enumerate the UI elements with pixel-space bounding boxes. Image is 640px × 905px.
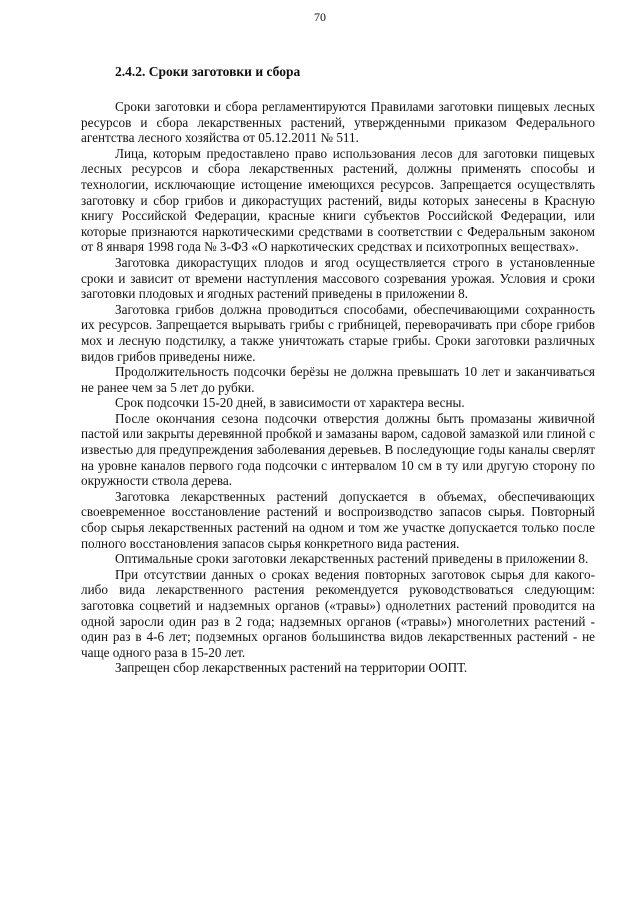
paragraph-repeat-harvest: При отсутствии данных о сроках ведения повторных заготовок сырья для какого-либо вида лекарственного растения рекомендуется руководствоваться следующим: заготовка соцветий и надземных органов («травы») однолетних растений проводится на одной заросли один раз в 2 года; надземных органов («травы») многолетних растений - один раз в 4-6 лет; подземных органов большинства видов лекарственных растений - не чаще одного раза в 15-20 лет. <box>81 566 595 660</box>
section-heading: 2.4.2. Сроки заготовки и сбора <box>115 64 301 79</box>
paragraph-tapping-period: Срок подсочки 15-20 дней, в зависимости от характера весны. <box>115 395 465 411</box>
paragraph-regulations: Сроки заготовки и сбора регламентируются Правилами заготовки пищевых лесных ресурсов и сбора лекарственных растений, утвержденными приказом Федерального агентства лесного хозяйства от 05.12.2011 № 511. <box>81 99 595 146</box>
page-number: 70 <box>314 10 326 24</box>
paragraph-protected-areas: Запрещен сбор лекарственных растений на территории ООПТ. <box>115 660 468 676</box>
paragraph-after-tapping: После окончания сезона подсочки отверстия должны быть промазаны живичной пастой или закрыты деревянной пробкой и замазаны варом, садовой замазкой или глиной с известью для предупреждения заболевания деревьев. В последующие годы каналы сверлят на уровне каналов первого года подсочки с интервалом 10 см в ту или другую сторону по окружности ствола дерева. <box>81 410 595 489</box>
paragraph-birch-tapping-duration: Продолжительность подсочки берёзы не должна превышать 10 лет и заканчиваться не ранее чем за 5 лет до рубки. <box>81 364 595 395</box>
paragraph-harvesting-methods: Лица, которым предоставлено право использования лесов для заготовки пищевых лесных ресурсов и сбора лекарственных растений, должны применять способы и технологии, исключающие истощение имеющихся ресурсов. Запрещается осуществлять заготовку и сбор грибов и дикорастущих растений, виды которых занесены в Красную книгу Российской Федерации, красные книги субъектов Российской Федерации, или которые признаются наркотическими средствами в соответствии с Федеральным законом от 8 января 1998 года № 3-ФЗ «О наркотических средствах и психотропных веществах». <box>81 145 595 255</box>
paragraph-optimal-terms: Оптимальные сроки заготовки лекарственных растений приведены в приложении 8. <box>115 551 589 567</box>
paragraph-mushrooms: Заготовка грибов должна проводиться способами, обеспечивающими сохранность их ресурсов. Запрещается вырывать грибы с грибницей, переворачивать при сборе грибов мох и лесную подстилку, а также уничтожать старые грибы. Сроки заготовки различных видов грибов приведены ниже. <box>81 301 595 364</box>
document-body <box>81 64 595 676</box>
paragraph-medicinal-volumes: Заготовка лекарственных растений допускается в объемах, обеспечивающих своевременное восстановление растений и воспроизводство запасов сырья. Повторный сбор сырья лекарственных растений на одном и том же участке допускается только после полного восстановления запасов сырья конкретного вида растения. <box>81 488 595 551</box>
paragraph-berries: Заготовка дикорастущих плодов и ягод осуществляется строго в установленные сроки и зависит от времени наступления массового созревания урожая. Условия и сроки заготовки плодовых и ягодных растений приведены в приложении 8. <box>81 254 595 302</box>
